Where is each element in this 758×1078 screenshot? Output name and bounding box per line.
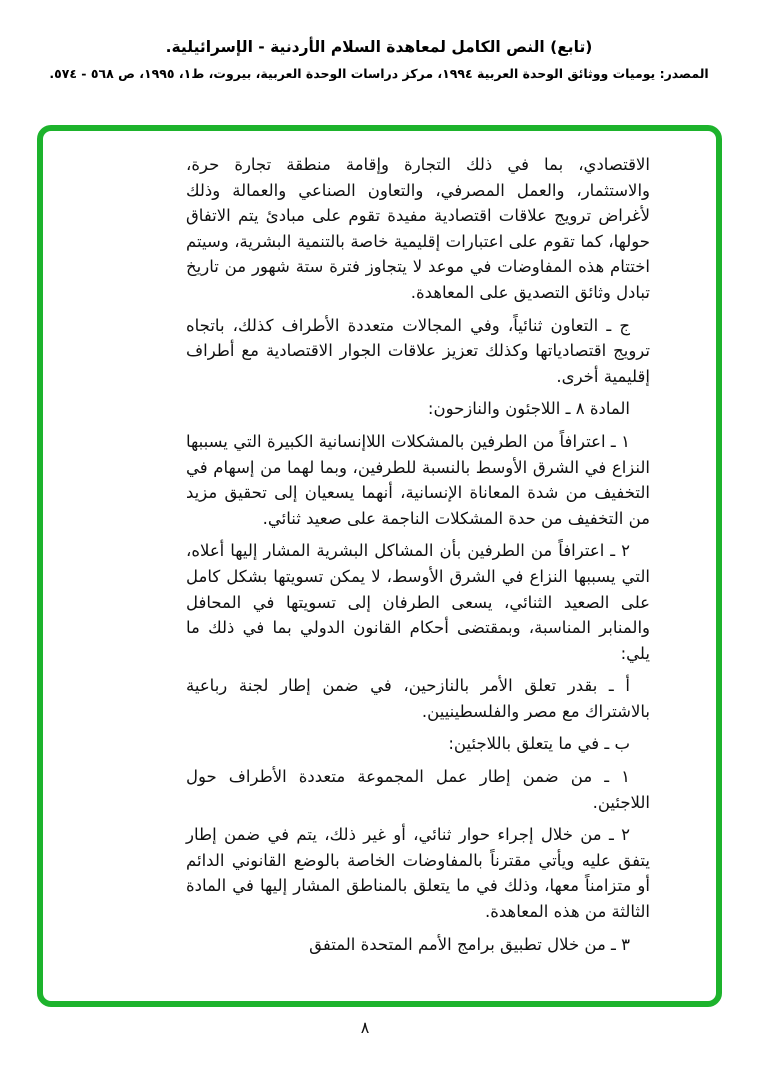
paragraph-4: ١ ـ اعترافاً من الطرفين بالمشكلات اللاإنسانية الكبيرة التي يسببها النزاع في الشرق الأوسط بالنسبة للطرفين، وبما لهما من إسهام في التخفيف من شدة المعاناة الإنسانية، أنهما يسعيان إلى تحقيق مزيد من التخفيف من حدة المشكلات الناجمة على صعيد ثنائي. [186, 431, 650, 528]
paragraph-8: ١ ـ من ضمن إطار عمل المجموعة متعددة الأطراف حول اللاجئين. [186, 767, 650, 812]
document-header [0, 38, 758, 81]
source-citation: المصدر: يوميات ووثائق الوحدة العربية ١٩٩٤، مركز دراسات الوحدة العربية، بيروت، ط١، ١٩٩٥، ص ٥٦٨ - ٥٧٤. [49, 66, 709, 81]
body-text [186, 152, 650, 964]
paragraph-7: ب ـ في ما يتعلق باللاجئين: [448, 734, 630, 754]
page-number: ٨ [360, 1018, 370, 1037]
paragraph-5: ٢ ـ اعترافاً من الطرفين بأن المشاكل البشرية المشار إليها أعلاه، التي يسببها النزاع في الشرق الأوسط، لا يمكن تسويتها بشكل كامل على الصعيد الثنائي، يسعى الطرفان إلى تسويتها في المحافل والمنابر المناسبة، وبمقتضى أحكام القانون الدولي بما في ذلك ما يلي: [186, 541, 650, 663]
paragraph-10: ٣ ـ من خلال تطبيق برامج الأمم المتحدة المتفق [309, 934, 630, 954]
paragraph-6: أ ـ بقدر تعلق الأمر بالنازحين، في ضمن إطار لجنة رباعية بالاشتراك مع مصر والفلسطينيين. [186, 676, 650, 721]
paragraph-1: الاقتصادي، بما في ذلك التجارة وإقامة منطقة تجارة حرة، والاستثمار، والعمل المصرفي، والتعاون الصناعي والعمالة وذلك لأغراض ترويج علاقات اقتصادية مفيدة تقوم على مبادئ يتم الاتفاق حولها، كما تقوم على اعتبارات إقليمية خاصة بالتنمية البشرية، وسيتم اختتام هذه المفاوضات في موعد لا يتجاوز فترة ستة شهور من تاريخ تبادل وثائق التصديق على المعاهدة. [186, 155, 650, 302]
paragraph-2: ج ـ التعاون ثنائياً، وفي المجالات متعددة الأطراف كذلك، باتجاه ترويج اقتصادياتها وكذلك تعزيز علاقات الجوار الاقتصادية مع أطراف إقليمية أخرى. [186, 315, 650, 386]
document-title: (تابع) النص الكامل لمعاهدة السلام الأردنية - الإسرائيلية. [165, 38, 593, 56]
paragraph-9: ٢ ـ من خلال إجراء حوار ثنائي، أو غير ذلك، يتم في ضمن إطار يتفق عليه ويأتي مقترناً بالمفاوضات الخاصة بالوضع القانوني الدائم أو متزامناً معها، وذلك في ما يتعلق بالمناطق المشار إليها في المادة الثالثة من هذه المعاهدة. [186, 825, 650, 922]
paragraph-3: المادة ٨ ـ اللاجئون والنازحون: [427, 399, 630, 419]
